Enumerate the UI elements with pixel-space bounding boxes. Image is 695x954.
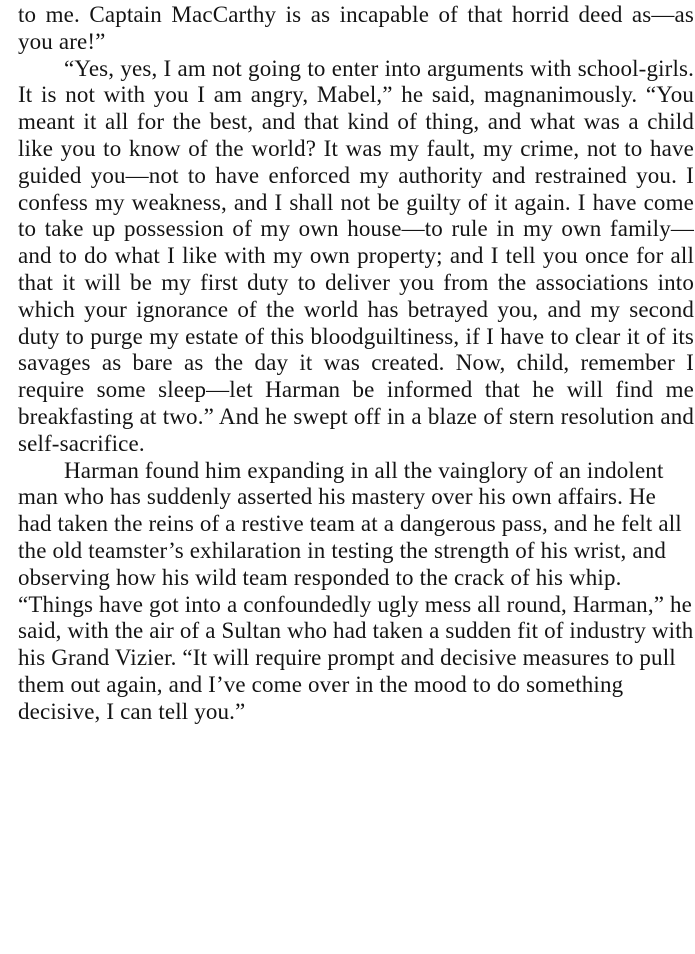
paragraph-harman: Harman found him expanding in all the vainglory of an indolent man who has suddenly asserted his mastery over his own affairs. He had taken the reins of a restive team at a dangerous pass, and he felt all the old teamster’s exhilaration in testing the strength of his wrist, and observing how his wild team responded to the crack of his whip. “Things have got into a confoundedly ugly mess all round, Harman,” he said, with the air of a Sultan who had taken a sudden fit of industry with his Grand Vizier. “It will require prompt and decisive measures to pull them out again, and I’ve come over in the mood to do something decisive, I can tell you.” xyxy=(18,457,694,724)
book-page xyxy=(18,2,694,726)
paragraph-continuation: to me. Captain MacCarthy is as incapable of that horrid deed as—as you are!” xyxy=(18,2,694,54)
paragraph-father-speech: “Yes, yes, I am not going to enter into arguments with school-girls. It is not with you I am angry, Mabel,” he said, magnanimously. “You meant it all for the best, and that kind of thing, and what was a child like you to know of the world? It was my fault, my crime, not to have guided you—not to have enforced my authority and restrained you. I confess my weakness, and I shall not be guilty of it again. I have come to take up possession of my own house—to rule in my own family—and to do what I like with my own property; and I tell you once for all that it will be my first duty to deliver you from the associations into which your ignorance of the world has betrayed you, and my second duty to purge my estate of this bloodguiltiness, if I have to clear it of its savages as bare as the day it was created. Now, child, remember I require some sleep—let Harman be informed that he will find me breakfasting at two.” And he swept off in a blaze of stern resolution and self-sacrifice. xyxy=(18,55,694,456)
